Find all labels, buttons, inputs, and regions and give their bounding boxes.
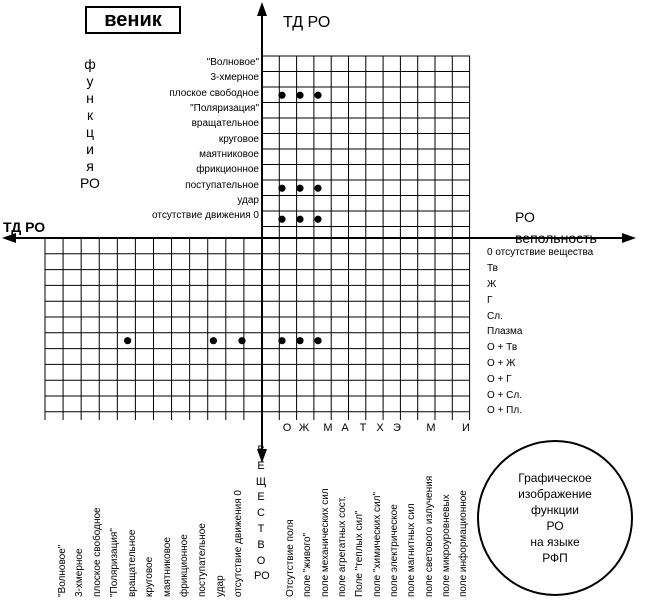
caption-line: изображение bbox=[518, 487, 592, 501]
function-label: удар bbox=[237, 195, 259, 206]
axis-label-top: ТД РО bbox=[283, 14, 331, 31]
state-label: Г bbox=[487, 295, 493, 306]
caption-line: функции bbox=[531, 503, 579, 517]
substance-letter: Щ bbox=[255, 475, 267, 488]
functions-side-letter: я bbox=[86, 158, 94, 174]
field-label: поле микроуровневых bbox=[441, 494, 452, 597]
field-label: поле "живого" bbox=[302, 532, 313, 597]
caption-line: на языке bbox=[530, 535, 580, 549]
function-label-bottom: 3-хмерное bbox=[74, 548, 85, 597]
substance-letter: Е bbox=[257, 491, 265, 504]
function-label: отсутствие движения 0 bbox=[152, 210, 259, 221]
substance-vertical-label bbox=[254, 443, 268, 585]
dot-upper-right bbox=[314, 185, 321, 192]
function-label-bottom: маятниковое bbox=[162, 537, 173, 597]
function-label: вращательное bbox=[191, 118, 259, 129]
material-letter: Т bbox=[359, 422, 367, 434]
horizontal-axis-arrow-right bbox=[622, 233, 636, 243]
material-letter: А bbox=[341, 422, 349, 434]
state-label: О + Тв bbox=[487, 342, 518, 353]
substance-letter: В bbox=[257, 444, 265, 456]
function-label: 3-хмерное bbox=[210, 72, 259, 83]
caption-line: РФП bbox=[542, 551, 568, 565]
material-letter: Ж bbox=[298, 422, 310, 434]
field-label: поле механических сил bbox=[320, 488, 331, 597]
function-label-bottom: отсутствие движения 0 bbox=[233, 490, 244, 597]
state-label: О + Г bbox=[487, 374, 512, 385]
field-label: поле светового излучения bbox=[424, 475, 435, 597]
material-letter: М bbox=[323, 422, 333, 434]
functions-side-letter: РО bbox=[80, 175, 100, 191]
axis-label-right-line2: вепольность bbox=[515, 230, 597, 246]
field-label: поле магнитных сил bbox=[406, 503, 417, 597]
field-label: Отсутствие поля bbox=[285, 519, 296, 597]
function-label: круговое bbox=[218, 134, 259, 145]
caption-circle bbox=[477, 440, 633, 596]
functions-side-letter: н bbox=[86, 90, 94, 106]
function-label-bottom: удар bbox=[215, 575, 226, 597]
state-label: Плазма bbox=[487, 326, 523, 337]
dot-upper-right bbox=[278, 216, 285, 223]
functions-side-letter: ф bbox=[84, 56, 96, 72]
field-label: поле электрическое bbox=[389, 504, 400, 597]
functions-side-label bbox=[78, 56, 102, 192]
material-letter: М bbox=[426, 422, 436, 434]
function-label-bottom: круговое bbox=[144, 556, 155, 597]
function-label-bottom: вращательное bbox=[127, 529, 138, 597]
state-label: Сл. bbox=[487, 311, 503, 322]
substance-letter: РО bbox=[254, 570, 270, 583]
material-letter: Э bbox=[393, 422, 401, 434]
function-label-bottom: "Поляризация" bbox=[109, 528, 120, 597]
function-label: плоское свободное bbox=[169, 88, 259, 99]
field-label: поле агрегатных сост. bbox=[337, 495, 348, 597]
diagram-title: веник bbox=[85, 6, 181, 34]
substance-letter: Е bbox=[257, 459, 265, 472]
function-label: фрикционное bbox=[196, 164, 259, 175]
state-label: О + Сл. bbox=[487, 390, 523, 401]
substance-letter: С bbox=[257, 507, 265, 520]
caption-line: Графическое bbox=[518, 471, 592, 485]
caption-line: РО bbox=[546, 519, 564, 533]
dot-lower-left bbox=[210, 337, 217, 344]
function-label: "Волновое" bbox=[206, 57, 259, 68]
material-letter: О bbox=[282, 422, 292, 434]
function-label: маятниковое bbox=[199, 149, 259, 160]
material-letter: Х bbox=[376, 422, 384, 434]
dot-upper-right bbox=[278, 185, 285, 192]
field-label: поле информационное bbox=[458, 490, 469, 597]
function-label-bottom: "Волновое" bbox=[57, 544, 68, 597]
dot-lower-right bbox=[296, 337, 303, 344]
dot-upper-right bbox=[314, 216, 321, 223]
vertical-axis-arrow-up bbox=[257, 2, 267, 16]
dot-upper-right bbox=[314, 92, 321, 99]
dot-lower-right bbox=[278, 337, 285, 344]
field-label: Поле "теплых сил" bbox=[354, 510, 365, 597]
function-label-bottom: плоское свободное bbox=[92, 507, 103, 597]
dot-upper-right bbox=[296, 185, 303, 192]
functions-side-letter: и bbox=[86, 141, 94, 157]
state-label: 0 отсутствие вещества bbox=[487, 247, 594, 258]
functions-side-letter: у bbox=[86, 73, 94, 89]
functions-side-letter: к bbox=[86, 107, 94, 123]
function-label-bottom: фрикционное bbox=[179, 534, 190, 597]
material-letter: И bbox=[462, 422, 470, 434]
function-label: "Поляризация" bbox=[190, 103, 259, 114]
state-label: О + Пл. bbox=[487, 405, 522, 416]
field-label: поле "химических сил" bbox=[372, 491, 383, 597]
axis-label-left: ТД РО bbox=[3, 219, 46, 235]
dot-lower-left bbox=[238, 337, 245, 344]
dot-lower-right bbox=[314, 337, 321, 344]
state-label: О + Ж bbox=[487, 358, 516, 369]
substance-letter: О bbox=[256, 554, 266, 567]
axis-label-right-line1: РО bbox=[515, 209, 535, 225]
substance-letter: Т bbox=[257, 522, 265, 535]
dot-upper-right bbox=[296, 92, 303, 99]
function-label: поступательное bbox=[185, 180, 259, 191]
function-label-bottom: поступательное bbox=[197, 523, 208, 597]
dot-upper-right bbox=[278, 92, 285, 99]
substance-letter: В bbox=[257, 538, 265, 551]
dot-upper-right bbox=[296, 216, 303, 223]
function-labels bbox=[100, 56, 259, 226]
dot-lower-left bbox=[124, 337, 131, 344]
state-label: Ж bbox=[487, 279, 497, 290]
state-label: Тв bbox=[487, 263, 498, 274]
functions-side-letter: ц bbox=[85, 124, 95, 140]
